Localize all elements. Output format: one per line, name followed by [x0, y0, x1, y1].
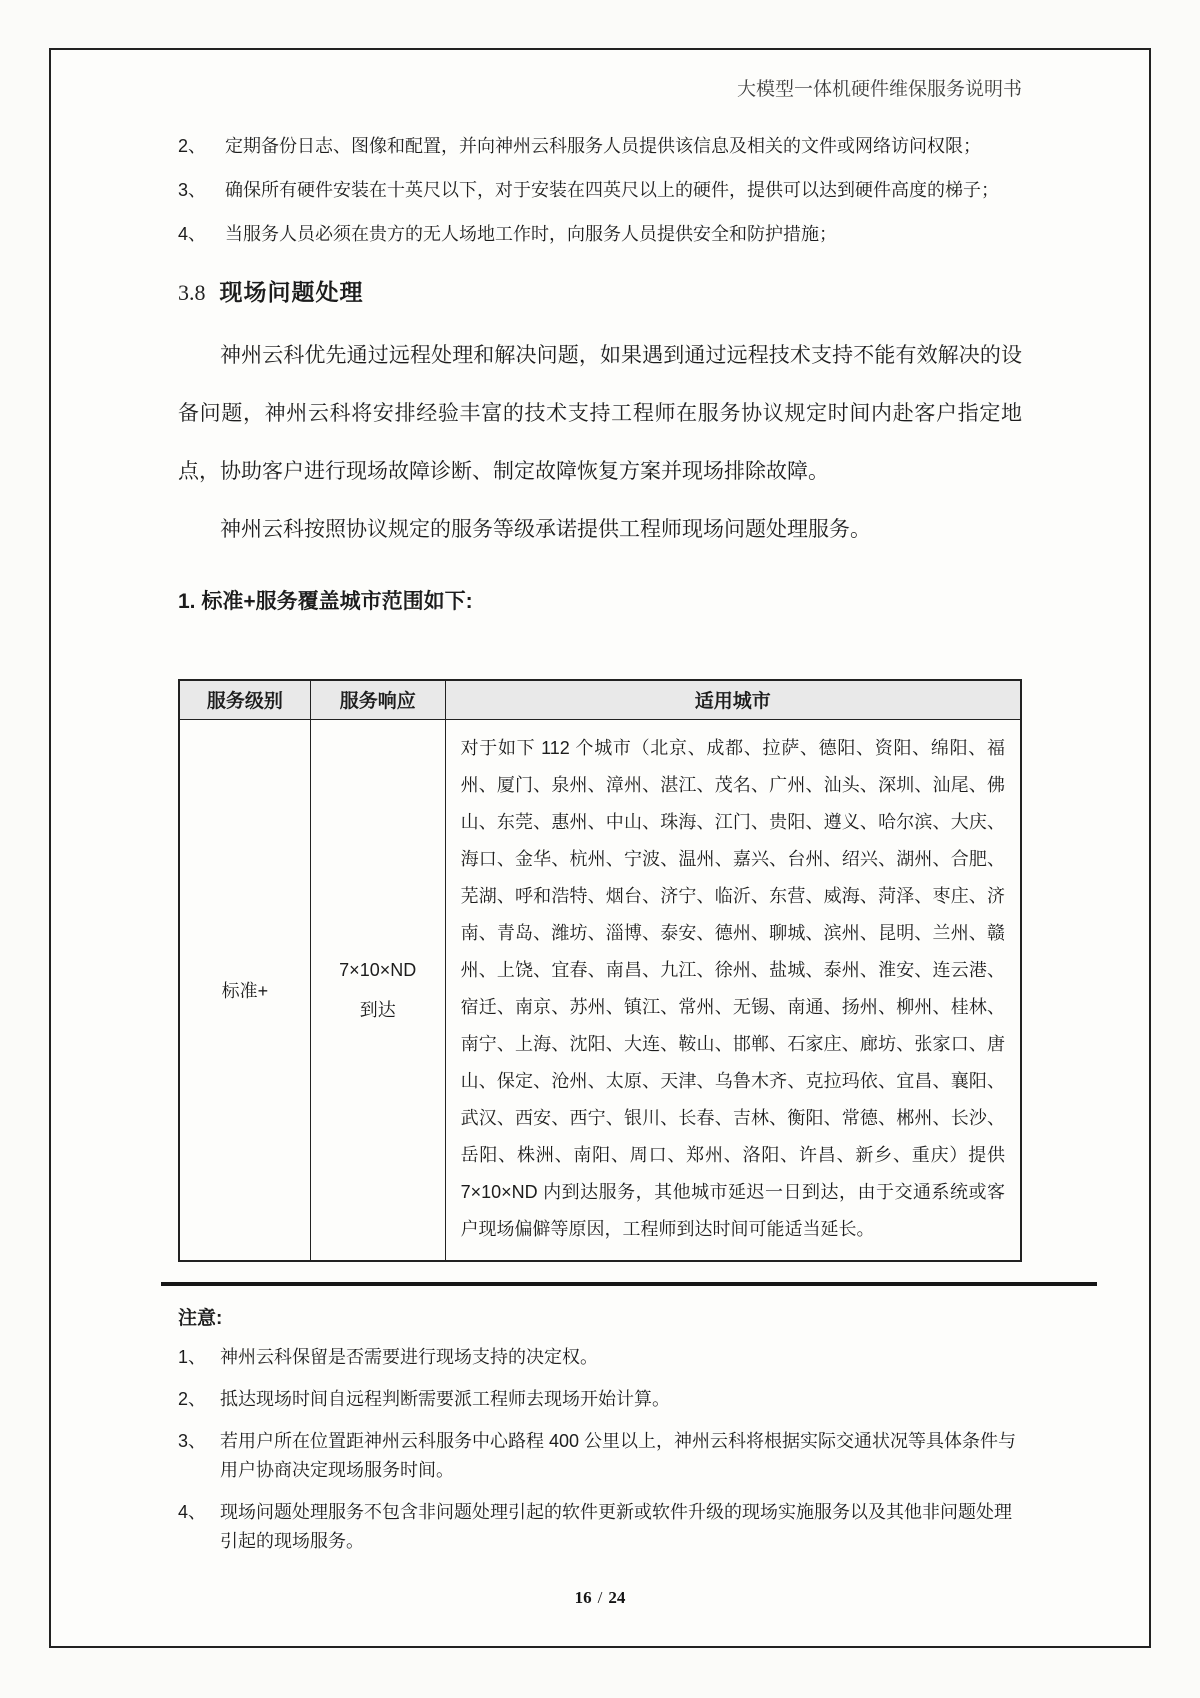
note-item-text: 若用户所在位置距神州云科服务中心路程 400 公里以上，神州云科将根据实际交通状况等具体条件与用户协商决定现场服务时间。 — [220, 1430, 1017, 1480]
service-response-line2: 到达 — [359, 999, 396, 1020]
page-total: 24 — [608, 1588, 626, 1607]
page-current: 16 — [574, 1588, 592, 1607]
table-caption: 1. 标准+服务覆盖城市范围如下: — [178, 590, 473, 613]
note-item — [178, 1427, 1022, 1485]
note-item-number: 3、 — [178, 1430, 207, 1451]
note-item-number: 2、 — [178, 1388, 207, 1409]
page-number — [51, 1588, 1149, 1608]
table-cell-service-level: 标准+ — [179, 719, 310, 1261]
note-item-text: 现场问题处理服务不包含非问题处理引起的软件更新或软件升级的现场实施服务以及其他非问题处理引起的现场服务。 — [220, 1501, 1012, 1551]
table-cell-service-response — [310, 719, 445, 1261]
list-item — [178, 133, 1022, 160]
section-divider — [161, 1282, 1097, 1286]
list-item-text: 当服务人员必须在贵方的无人场地工作时，向服务人员提供安全和防护措施； — [225, 224, 837, 244]
table-header-applicable-cities: 适用城市 — [445, 680, 1021, 719]
note-item-text: 抵达现场时间自远程判断需要派工程师去现场开始计算。 — [220, 1388, 670, 1409]
notes-label: 注意: — [178, 1307, 223, 1329]
document-header-title: 大模型一体机硬件维保服务说明书 — [736, 79, 1022, 100]
notes-list — [178, 1343, 1022, 1556]
section-title: 现场问题处理 — [219, 279, 364, 305]
section-body — [178, 327, 1022, 559]
list-item-text: 确保所有硬件安装在十英尺以下，对于安装在四英尺以上的硬件，提供可以达到硬件高度的梯子； — [225, 180, 999, 200]
note-item — [178, 1385, 1022, 1414]
body-paragraph: 神州云科优先通过远程处理和解决问题，如果遇到通过远程技术支持不能有效解决的设备问题，神州云科将安排经验丰富的技术支持工程师在服务协议规定时间内赴客户指定地点，协助客户进行现场故障诊断、制定故障恢复方案并现场排除故障。 — [178, 344, 1022, 483]
body-paragraph: 神州云科按照协议规定的服务等级承诺提供工程师现场问题处理服务。 — [220, 518, 871, 541]
table-header-service-response: 服务响应 — [310, 680, 445, 719]
prerequisites-list — [178, 133, 1022, 248]
page-border — [49, 48, 1151, 1648]
list-item-text: 定期备份日志、图像和配置，并向神州云科服务人员提供该信息及相关的文件或网络访问权限； — [225, 136, 981, 156]
table-header-service-level: 服务级别 — [179, 680, 310, 719]
note-item — [178, 1343, 1022, 1372]
note-item-text: 神州云科保留是否需要进行现场支持的决定权。 — [220, 1346, 598, 1367]
table-header-row — [179, 680, 1021, 719]
list-item-number: 2、 — [178, 136, 207, 156]
table-row — [179, 719, 1021, 1261]
list-item-number: 4、 — [178, 224, 207, 244]
section-number: 3.8 — [178, 280, 206, 305]
note-item-number: 1、 — [178, 1346, 207, 1367]
page-separator: / — [597, 1588, 603, 1607]
note-item — [178, 1498, 1022, 1556]
service-response-line1: 7×10×ND — [339, 959, 417, 980]
list-item — [178, 221, 1022, 248]
note-item-number: 4、 — [178, 1501, 207, 1522]
list-item — [178, 177, 1022, 204]
service-coverage-table — [178, 679, 1022, 1262]
table-cell-applicable-cities: 对于如下 112 个城市（北京、成都、拉萨、德阳、资阳、绵阳、福州、厦门、泉州、漳州、湛江、茂名、广州、汕头、深圳、汕尾、佛山、东莞、惠州、中山、珠海、江门、贵阳、遵义、哈尔滨、大庆、海口、金华、杭州、宁波、温州、嘉兴、台州、绍兴、湖州、合肥、芜湖、呼和浩特、烟台、济宁、临沂、东营、威海、菏泽、枣庄、济南、青岛、潍坊、淄博、泰安、德州、聊城、滨州、昆明、兰州、赣州、上饶、宜春、南昌、九江、徐州、盐城、泰州、淮安、连云港、宿迁、南京、苏州、镇江、常州、无锡、南通、扬州、柳州、桂林、南宁、上海、沈阳、大连、鞍山、邯郸、石家庄、廊坊、张家口、唐山、保定、沧州、太原、天津、乌鲁木齐、克拉玛依、宜昌、襄阳、武汉、西安、西宁、银川、长春、吉林、衡阳、常德、郴州、长沙、岳阳、株洲、南阳、周口、郑州、洛阳、许昌、新乡、重庆）提供 7×10×ND 内到达服务，其他城市延迟一日到达，由于交通系统或客户现场偏僻等原因，工程师到达时间可能适当延长。 — [445, 719, 1021, 1261]
list-item-number: 3、 — [178, 180, 207, 200]
section-heading — [178, 274, 1022, 307]
